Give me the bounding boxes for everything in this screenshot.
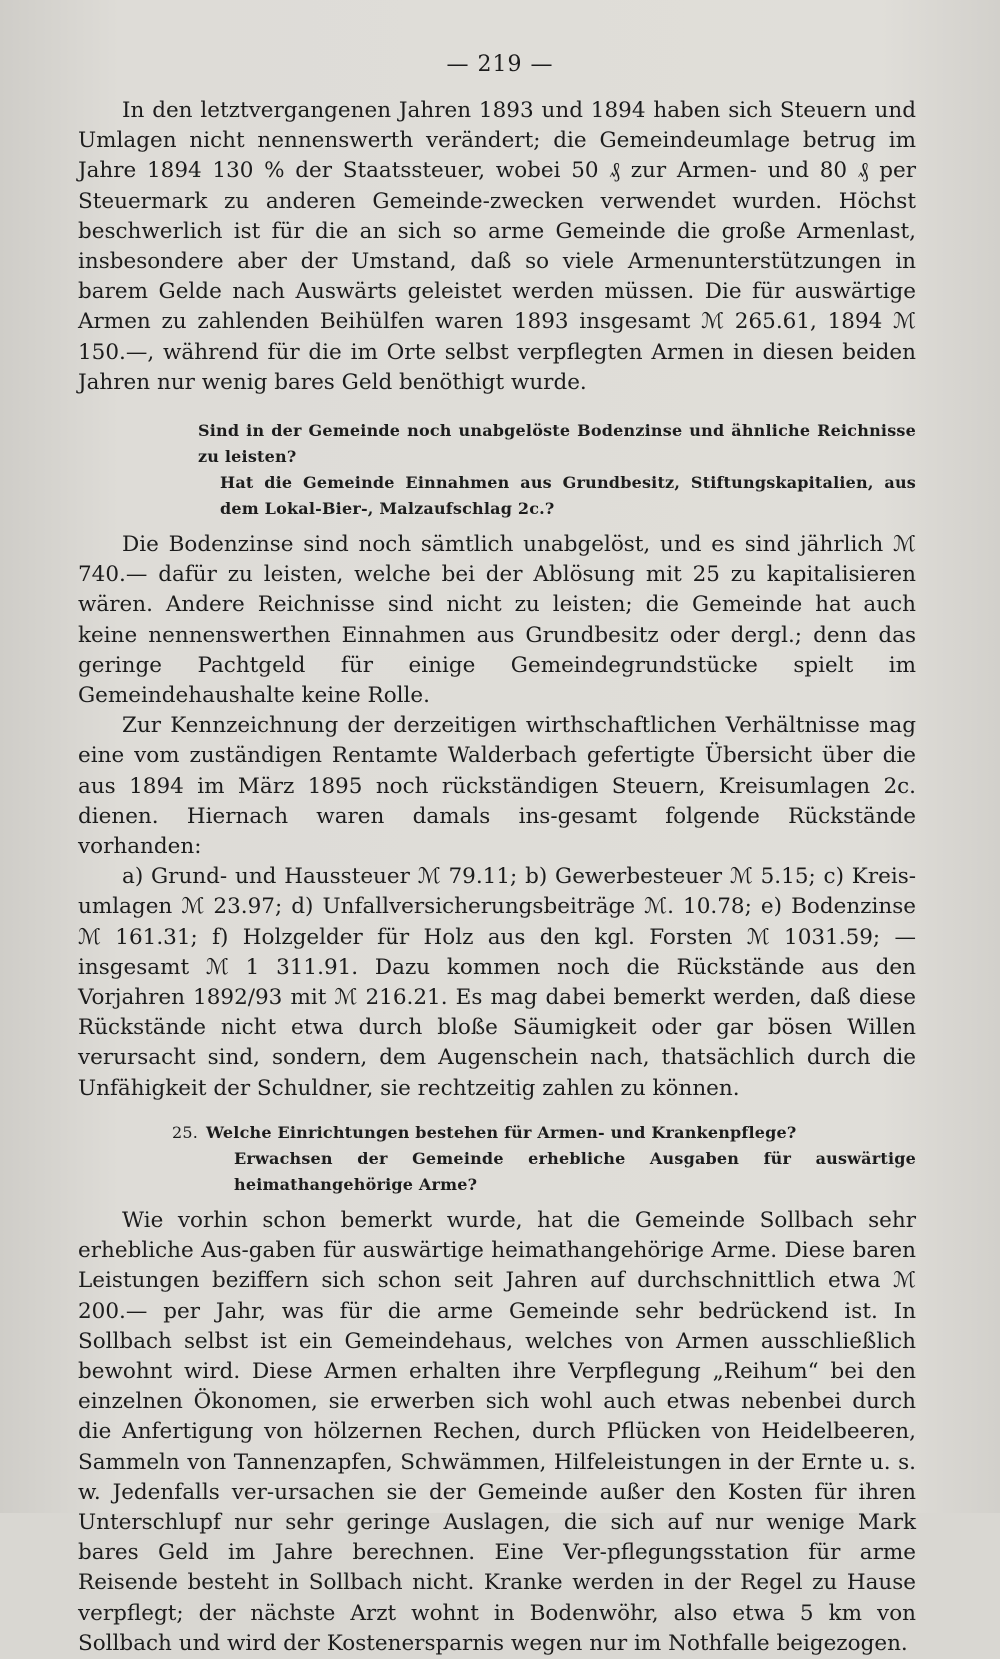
question-block-bodenzinse bbox=[78, 418, 916, 522]
page-number: — 219 — bbox=[446, 52, 554, 77]
question-block-armenpflege bbox=[78, 1120, 916, 1198]
paragraph-bodenzinse: Die Bodenzinse sind noch sämtlich unabgelöst, und es sind jährlich ℳ 740.— dafür zu leisten, welche bei der Ablösung mit 25 zu kapitalisieren wären. Andere Reichnisse sind nicht zu leisten; die Gemeinde hat auch keine nennenswerthen Einnahmen aus Grundbesitz oder dergl.; denn das geringe Pachtgeld für einige Gemeindegrundstücke spielt im Gemeindehaushalte keine Rolle. bbox=[78, 532, 916, 709]
question-line: Erwachsen der Gemeinde erhebliche Ausgaben für auswärtige heimathangehörige Arme? bbox=[234, 1148, 916, 1194]
paragraph-rueckstaende: Zur Kennzeichnung der derzeitigen wirthschaftlichen Verhältnisse mag eine vom zuständigen Rentamte Walderbach gefertigte Übersicht über die aus 1894 im März 1895 noch rückständigen Steuern, Kreisumlagen 2c. dienen. Hiernach waren damals ins-gesamt folgende Rückstände vorhanden: bbox=[78, 713, 916, 860]
question-line bbox=[78, 1120, 916, 1146]
paragraph-taxes: In den letztvergangenen Jahren 1893 und 1894 haben sich Steuern und Umlagen nicht nennenswerth verändert; die Gemeindeumlage betrug im Jahre 1894 130 % der Staatssteuer, wobei 50 ₰ zur Armen- und 80 ₰ per Steuermark zu anderen Gemeinde-zwecken verwendet wurden. Höchst beschwerlich ist für die an sich so arme Gemeinde die große Armenlast, insbesondere aber der Umstand, daß so viele Armenunterstützungen in barem Gelde nach Auswärts geleistet werden müssen. Die für auswärtige Armen zu zahlenden Beihülfen waren 1893 insgesamt ℳ 265.61, 1894 ℳ 150.—, während für die im Orte selbst verpflegten Armen in diesen beiden Jahren nur wenig bares Geld benöthigt wurde. bbox=[78, 98, 916, 395]
question-line: Hat die Gemeinde Einnahmen aus Grundbesitz, Stiftungskapitalien, aus dem Lokal-Bier-, Malzaufschlag 2c.? bbox=[220, 473, 916, 519]
page-content bbox=[78, 96, 916, 1659]
paragraph-rueckstaende-list: a) Grund- und Haussteuer ℳ 79.11; b) Gewerbesteuer ℳ 5.15; c) Kreis-umlagen ℳ 23.97; d) Unfallversicherungsbeiträge ℳ. 10.78; e) Bodenzinse ℳ 161.31; f) Holzgelder für Holz aus den kgl. Forsten ℳ 1031.59; — insgesamt ℳ 1 311.91. Dazu kommen noch die Rückstände aus den Vorjahren 1892/93 mit ℳ 216.21. Es mag dabei bemerkt werden, daß diese Rückstände nicht etwa durch bloße Säumigkeit oder gar bösen Willen verursacht sind, sondern, dem Augenschein nach, thatsächlich durch die Unfähigkeit der Schuldner, sie rechtzeitig zahlen zu können. bbox=[78, 864, 916, 1101]
question-number: 25. bbox=[172, 1122, 199, 1142]
paragraph-armenpflege: Wie vorhin schon bemerkt wurde, hat die Gemeinde Sollbach sehr erhebliche Aus-gaben für auswärtige heimathangehörige Arme. Diese baren Leistungen beziffern sich schon seit Jahren auf durchschnittlich etwa ℳ 200.— per Jahr, was für die arme Gemeinde sehr bedrückend ist. In Sollbach selbst ist ein Gemeindehaus, welches von Armen ausschließlich bewohnt wird. Diese Armen erhalten ihre Verpflegung „Reihum“ bei den einzelnen Ökonomen, sie erwerben sich wohl auch etwas nebenbei durch die Anfertigung von hölzernen Rechen, durch Pflücken von Heidelbeeren, Sammeln von Tannenzapfen, Schwämmen, Hilfeleistungen in der Ernte u. s. w. Jedenfalls ver-ursachen sie der Gemeinde außer den Kosten für ihren Unterschlupf nur sehr geringe Auslagen, die sich auf nur wenige Mark bares Geld im Jahre berechnen. Eine Ver-pflegungsstation für arme Reisende besteht in Sollbach nicht. Kranke werden in der Regel zu Hause verpflegt; der nächste Arzt wohnt in Bodenwöhr, also etwa 5 km von Sollbach und wird der Kostenersparnis wegen nur im Nothfalle beigezogen. bbox=[78, 1207, 916, 1656]
question-line: Sind in der Gemeinde noch unabgelöste Bodenzinse und ähnliche Reichnisse zu leisten? bbox=[198, 421, 916, 467]
question-text: Welche Einrichtungen bestehen für Armen- und Krankenpflege? bbox=[206, 1122, 797, 1142]
